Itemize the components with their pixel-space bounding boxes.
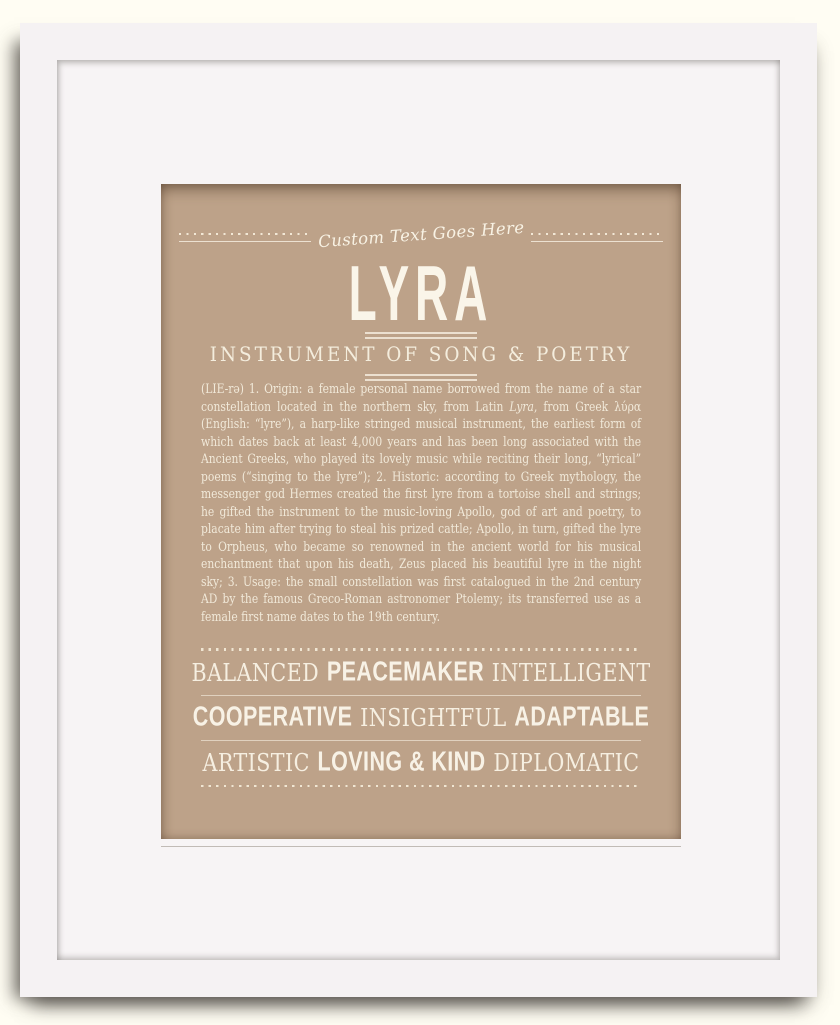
custom-text-row: [161, 217, 681, 252]
dotted-rule-right: [531, 233, 663, 244]
mat-board: [57, 60, 780, 960]
name-meaning: INSTRUMENT OF SONG & POETRY: [209, 342, 633, 366]
trait-row-1: [191, 651, 651, 695]
custom-text: Custom Text Goes Here: [317, 217, 525, 252]
trait-row-2: [192, 696, 650, 740]
definition-latin-name: Lyra: [509, 398, 534, 414]
trait-word: PEACEMAKER: [326, 656, 485, 688]
dotted-rule-left: [179, 233, 311, 244]
trait-word: INTELLIGENT: [491, 658, 651, 687]
print-shadow-line: [161, 846, 681, 847]
traits-section: [191, 648, 651, 787]
double-rule-top: [365, 332, 477, 339]
definition-part2: , from Greek λύρα (English: “lyre”), a harp-like stringed musical instrument, the earliest form of which dates back at least 4,000 years and has been long associated with the Ancient Greeks, who played its lovely music while reciting their long, “lyrical” poems (“singing to the lyre”); 2. Historic: according to Greek mythology, the messenger god Hermes created the first lyre from a tortoise shell and strings; he gifted the instrument to the music-loving Apollo, god of art and poetry, to placate him after trying to steal his prized cattle; Apollo, in turn, gifted the lyre to Orpheus, who became so renowned in the ancient world for his musical enchantment that upon his death, Zeus placed his beautiful lyre in the night sky; 3. Usage: the small constellation was first catalogued in the 2nd century AD by the famous Greco-Roman astronomer Ptolemy; its transferred use as a female first name dates to the 19th century.: [201, 398, 642, 624]
picture-frame: [20, 23, 817, 997]
art-print: [161, 184, 681, 839]
trait-word: COOPERATIVE: [192, 701, 353, 733]
definition-part1: (LIE-rə) 1. Origin: a female personal name borrowed from the name of a star constellation located in the northern sky, from Latin: [201, 381, 642, 414]
trait-word: BALANCED: [191, 658, 320, 687]
trait-word: ARTISTIC: [202, 748, 310, 777]
trait-row-3: [202, 741, 640, 785]
trait-word: INSIGHTFUL: [360, 703, 507, 732]
trait-word: LOVING & KIND: [317, 746, 486, 778]
trait-word: ADAPTABLE: [514, 701, 650, 733]
name-title: LYRA: [348, 249, 494, 337]
definition-text: [201, 380, 641, 625]
dotted-rule-traits-bottom: [201, 785, 641, 788]
trait-word: DIPLOMATIC: [493, 748, 640, 777]
